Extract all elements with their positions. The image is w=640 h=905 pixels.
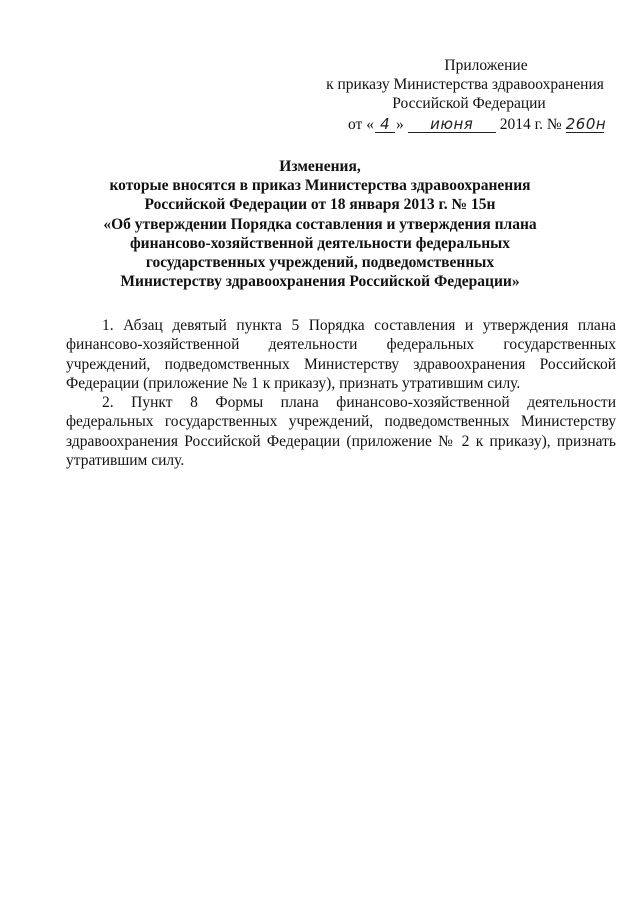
order-number-handwritten: 260н [565,115,607,133]
date-day-handwritten: 4 [375,116,395,133]
date-prefix: от « [348,116,374,133]
appendix-header [300,56,630,134]
appendix-title: Приложение [444,57,528,74]
paragraph-1: 1. Абзац девятый пункта 5 Порядка составления и утверждения плана финансово-хозяйственной деятельности федеральных государственных учреждений, подведомственных Министерству здравоохранения Российской Федерации (приложение № 1 к приказу), признать утратившим силу. [66,317,616,392]
date-year: 2014 г. № [499,116,562,133]
title-line: «Об утверждении Порядка составления и утверждения плана [103,215,537,233]
title-line: государственных учреждений, подведомственных [145,254,495,272]
appendix-federation-line: Российской Федерации [392,95,546,112]
title-line: финансово-хозяйственной деятельности федеральных [129,234,511,252]
title-line: которые вносятся в приказ Министерства здравоохранения [109,177,531,195]
title-line: Изменения, [279,158,361,175]
document-body [66,316,616,470]
appendix-ministry-line: к приказу Министерства здравоохранения [326,76,604,93]
title-line: Министерству здравоохранения Российской Федерации» [120,273,520,291]
title-line: Российской Федерации от 18 января 2013 г. № 15н [144,196,496,214]
paragraph-2: 2. Пункт 8 Формы плана финансово-хозяйственной деятельности федеральных государственных учреждений, подведомственных Министерству здравоохранения Российской Федерации (приложение № 2 к приказу), признать утратившим силу. [66,394,616,470]
date-close-quote: » [395,116,404,133]
date-month-handwritten: июня [408,116,496,133]
document-title [60,157,580,291]
appendix-date-line [300,115,630,134]
